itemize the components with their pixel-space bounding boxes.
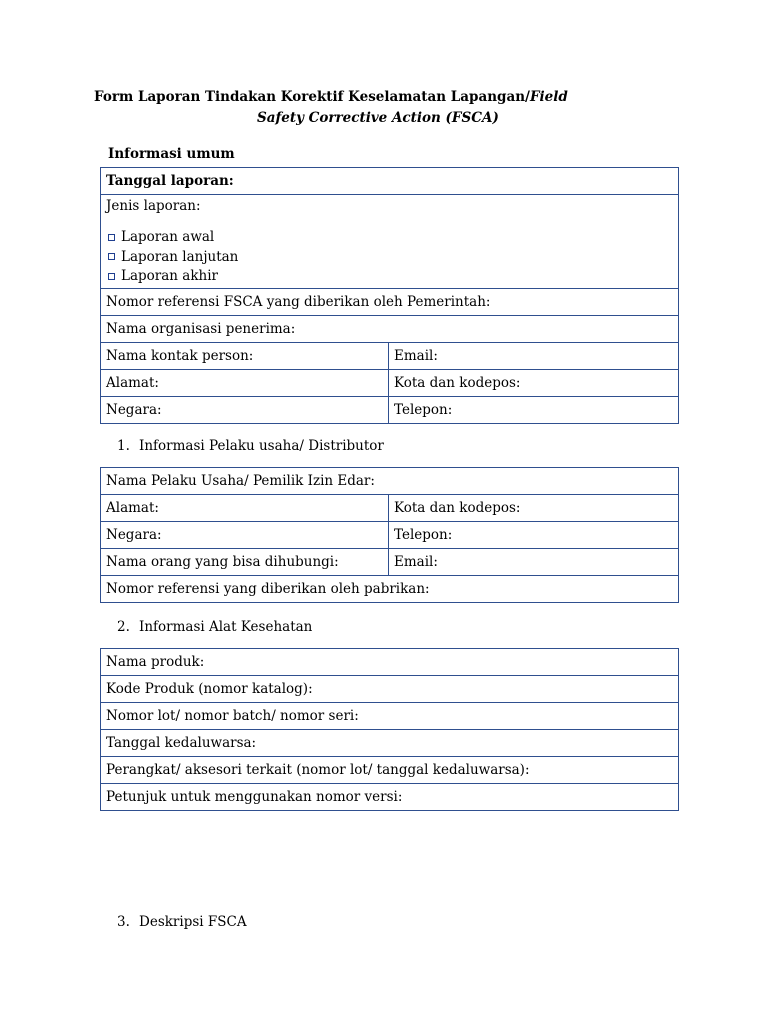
kota-kodepos-field[interactable]: Kota dan kodepos:: [389, 495, 679, 522]
option-laporan-lanjutan[interactable]: [106, 248, 673, 268]
general-info-table: [100, 167, 679, 424]
option-label: Laporan awal: [121, 229, 215, 245]
section2-title: Informasi Alat Kesehatan: [139, 619, 313, 635]
distributor-info-table: [100, 467, 679, 603]
section2-number: 2.: [117, 619, 130, 635]
alamat-field[interactable]: Alamat:: [101, 495, 389, 522]
device-info-table: [100, 648, 679, 811]
nomor-lot-field[interactable]: Nomor lot/ nomor batch/ nomor seri:: [101, 703, 679, 730]
email-field[interactable]: Email:: [389, 549, 679, 576]
kontak-person-field[interactable]: Nama kontak person:: [101, 343, 389, 370]
checkbox-icon[interactable]: [108, 253, 115, 260]
telepon-field[interactable]: Telepon:: [389, 522, 679, 549]
section3-heading: [117, 914, 247, 930]
perangkat-aksesori-field[interactable]: Perangkat/ aksesori terkait (nomor lot/ tanggal kedaluwarsa):: [101, 757, 679, 784]
telepon-field[interactable]: Telepon:: [389, 397, 679, 424]
jenis-laporan-label: Jenis laporan:: [106, 198, 201, 214]
nama-produk-field[interactable]: Nama produk:: [101, 649, 679, 676]
organisasi-penerima-field[interactable]: Nama organisasi penerima:: [101, 316, 679, 343]
contact-person-field[interactable]: Nama orang yang bisa dihubungi:: [101, 549, 389, 576]
tanggal-laporan-field[interactable]: Tanggal laporan:: [101, 168, 679, 195]
tanggal-kedaluwarsa-field[interactable]: Tanggal kedaluwarsa:: [101, 730, 679, 757]
negara-field[interactable]: Negara:: [101, 522, 389, 549]
option-label: Laporan akhir: [121, 268, 218, 284]
email-field[interactable]: Email:: [389, 343, 679, 370]
option-laporan-akhir[interactable]: [106, 267, 673, 287]
nomor-referensi-pabrikan-field[interactable]: Nomor referensi yang diberikan oleh pabrikan:: [101, 576, 679, 603]
petunjuk-versi-field[interactable]: Petunjuk untuk menggunakan nomor versi:: [101, 784, 679, 811]
checkbox-icon[interactable]: [108, 273, 115, 280]
section1-number: 1.: [117, 438, 130, 454]
nomor-referensi-fsca-field[interactable]: Nomor referensi FSCA yang diberikan oleh Pemerintah:: [101, 289, 679, 316]
negara-field[interactable]: Negara:: [101, 397, 389, 424]
section1-heading: [117, 438, 384, 454]
section1-title: Informasi Pelaku usaha/ Distributor: [139, 438, 384, 454]
jenis-laporan-field: [101, 195, 679, 289]
section2-heading: [117, 619, 312, 635]
report-type-options: [106, 228, 673, 287]
general-heading: Informasi umum: [108, 146, 235, 162]
checkbox-icon[interactable]: [108, 234, 115, 241]
alamat-field[interactable]: Alamat:: [101, 370, 389, 397]
pelaku-usaha-field[interactable]: Nama Pelaku Usaha/ Pemilik Izin Edar:: [101, 468, 679, 495]
section3-number: 3.: [117, 914, 130, 930]
title-line1-italic: Field: [529, 89, 568, 105]
title-line1: Form Laporan Tindakan Korektif Keselamatan Lapangan/: [94, 89, 530, 105]
option-label: Laporan lanjutan: [121, 248, 239, 265]
section3-title: Deskripsi FSCA: [139, 914, 247, 930]
form-title: [94, 87, 714, 129]
kota-kodepos-field[interactable]: Kota dan kodepos:: [389, 370, 679, 397]
title-line2: Safety Corrective Action (FSCA): [257, 110, 499, 126]
option-laporan-awal[interactable]: [106, 228, 673, 248]
kode-produk-field[interactable]: Kode Produk (nomor katalog):: [101, 676, 679, 703]
